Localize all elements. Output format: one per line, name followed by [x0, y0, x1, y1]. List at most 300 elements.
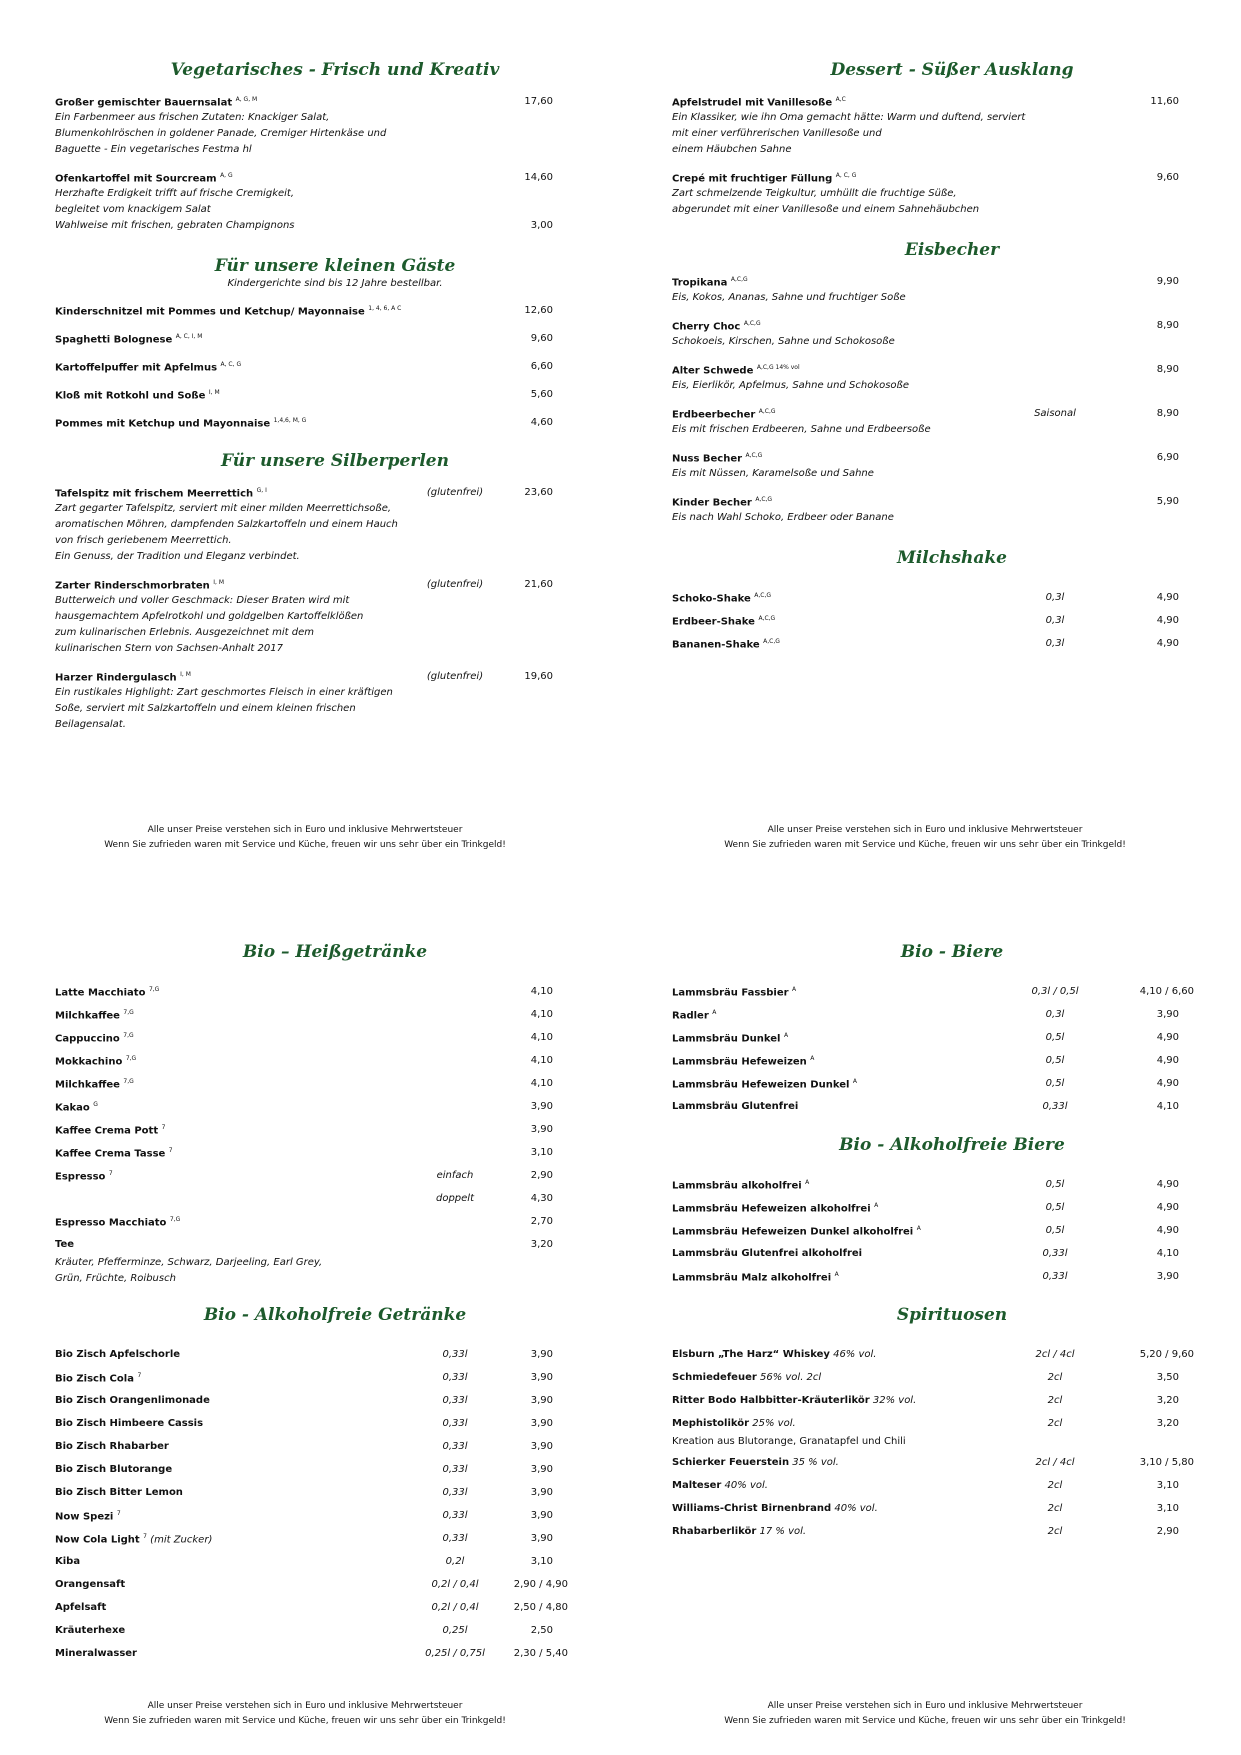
allergen-codes: A,C,G 14% vol	[756, 364, 800, 371]
spirit-list	[672, 1347, 1212, 1542]
item-price: 2,50 / 4,80	[513, 1602, 568, 1613]
menu-item-row	[672, 1177, 1212, 1195]
kinder-subtitle: Kindergerichte sind bis 12 Jahre bestellbar.	[227, 278, 443, 289]
menu-item	[55, 359, 595, 375]
allergen-codes: A,C,G	[754, 592, 772, 599]
item-note: 0,3l	[1045, 615, 1065, 626]
item-name: Bio Zisch Blutorange	[55, 1464, 173, 1475]
item-price: 4,10	[530, 1078, 553, 1089]
item-description: Kreation aus Blutorange, Granatapfel und Chili	[672, 1436, 906, 1447]
item-name: Lammsbräu Glutenfrei	[672, 1101, 799, 1112]
allergen-codes: A	[916, 1225, 921, 1232]
menu-item-row	[672, 1076, 1212, 1094]
item-note: 2cl	[1047, 1503, 1063, 1514]
menu-item	[672, 1347, 1212, 1365]
item-note: 0,33l	[442, 1372, 468, 1383]
item-name: Tropikana $^{A,C,G}$	[672, 276, 748, 289]
allergen-codes: 7,G	[125, 1055, 137, 1062]
item-name: Milchkaffee $^{7,G}$	[55, 1009, 134, 1022]
menu-item	[55, 1462, 595, 1480]
item-name: Elsburn „The Harz“ Whiskey 46% vol.	[672, 1349, 877, 1360]
item-name: Bio Zisch Himbeere Cassis	[55, 1418, 204, 1429]
item-description: Ein Farbenmeer aus frischen Zutaten: Knackiger Salat,	[55, 112, 330, 123]
item-name: Lammsbräu Hefeweizen Dunkel $^A$	[672, 1078, 858, 1091]
menu-item	[55, 1600, 595, 1618]
menu-item	[672, 1223, 1212, 1241]
item-name: Mephistolikör 25% vol.	[672, 1418, 796, 1429]
item-name: Nuss Becher $^{A,C,G}$	[672, 452, 763, 465]
menu-item-row	[672, 1524, 1212, 1542]
item-price: 5,60	[530, 389, 553, 400]
allergen-codes: A	[874, 1202, 879, 1209]
item-description: zum kulinarischen Erlebnis. Ausgezeichnet mit dem	[55, 627, 315, 638]
menu-item-row	[672, 318, 1212, 334]
item-name: Lammsbräu alkoholfrei $^A$	[672, 1179, 810, 1192]
item-price: 3,90	[530, 1510, 553, 1521]
item-note: 2cl / 4cl	[1035, 1457, 1075, 1468]
menu-item	[55, 1145, 595, 1163]
item-description: Eis, Eierlikör, Apfelmus, Sahne und Schokosoße	[672, 380, 910, 391]
menu-item-row	[55, 170, 595, 186]
menu-item-row	[672, 1393, 1212, 1411]
menu-item	[672, 1099, 1212, 1117]
item-price: 2,90 / 4,90	[513, 1579, 568, 1590]
item-description: Soße, serviert mit Salzkartoffeln und einem kleinen frischen	[55, 703, 356, 714]
allergen-codes: G	[93, 1101, 98, 1108]
item-name: Ritter Bodo Halbbitter-Kräuterlikör 32% vol.	[672, 1395, 917, 1406]
item-extra-description: Wahlweise mit frischen, gebraten Champignons	[55, 220, 295, 231]
item-note: 0,3l	[1045, 638, 1065, 649]
allergen-codes: A,C,G	[743, 320, 761, 327]
menu-item	[55, 1347, 595, 1365]
item-name: Lammsbräu Hefeweizen Dunkel alkoholfrei $^A$	[672, 1225, 921, 1238]
item-description: Herzhafte Erdigkeit trifft auf frische Cremigkeit,	[55, 188, 295, 199]
item-price: 4,90	[1156, 1055, 1179, 1066]
item-note: 0,33l	[1042, 1271, 1068, 1282]
item-extra: 40% vol.	[831, 1503, 878, 1514]
heiss-list	[55, 984, 595, 1287]
menu-item	[55, 577, 595, 657]
footer-line1: Alle unser Preise verstehen sich in Euro und inklusive Mehrwertsteuer	[767, 825, 1083, 835]
item-name: Erdbeerbecher $^{A,C,G}$	[672, 408, 776, 421]
item-price: 4,90	[1156, 1225, 1179, 1236]
allergen-codes: A,C,G	[745, 452, 763, 459]
item-description: aromatischen Möhren, dampfenden Salzkartoffeln und einem Hauch	[55, 519, 398, 530]
item-price: 3,90	[530, 1395, 553, 1406]
menu-item-row	[55, 1145, 595, 1163]
menu-item	[55, 669, 595, 733]
item-name: Lammsbräu Malz alkoholfrei $^A$	[672, 1271, 839, 1284]
allergen-codes: 7	[168, 1147, 173, 1154]
kinder-list	[55, 303, 595, 431]
item-name: Lammsbräu Glutenfrei alkoholfrei	[672, 1248, 863, 1259]
item-price: 3,50	[1156, 1372, 1179, 1383]
menu-item-row	[672, 1053, 1212, 1071]
item-name: Schierker Feuerstein 35 % vol.	[672, 1457, 839, 1468]
menu-item	[672, 94, 1212, 158]
item-note: 0,3l / 0,5l	[1031, 986, 1079, 997]
menu-item	[55, 1053, 595, 1071]
item-extra: 40% vol.	[721, 1480, 768, 1491]
item-name: Kinderschnitzel mit Pommes und Ketchup/ Mayonnaise $^{1, 4, 6, A C}$	[55, 305, 402, 318]
item-price: 3,90	[530, 1464, 553, 1475]
item-description: Baguette - Ein vegetarisches Festma hl	[55, 144, 252, 155]
menu-item-row	[672, 1030, 1212, 1048]
item-note: 2cl	[1047, 1526, 1063, 1537]
menu-item	[55, 1577, 595, 1595]
menu-item-row	[55, 669, 595, 685]
item-name: Now Cola Light $^7$ (mit Zucker)	[55, 1533, 213, 1546]
footer-line2: Wenn Sie zufrieden waren mit Service und Küche, freuen wir uns sehr über ein Trinkgeld!	[104, 840, 506, 850]
item-note: (glutenfrei)	[426, 487, 484, 498]
menu-item-row	[672, 1370, 1212, 1388]
menu-item-row	[55, 1007, 595, 1025]
allergen-codes: A,C	[835, 96, 846, 103]
item-price: 5,90	[1156, 496, 1179, 507]
item-extra-row	[55, 218, 595, 234]
menu-item-row	[55, 1416, 595, 1434]
item-price: 3,20	[1156, 1418, 1179, 1429]
item-note: 0,33l	[1042, 1101, 1068, 1112]
menu-item-row	[55, 1393, 595, 1411]
alkfrei-biere-list	[672, 1177, 1212, 1287]
allergen-codes: A,C,G	[758, 408, 776, 415]
allergen-codes: 7,G	[169, 1216, 181, 1223]
item-price: 8,90	[1156, 320, 1179, 331]
item-price: 2,50	[530, 1625, 553, 1636]
menu-item-row	[672, 406, 1212, 422]
allergen-codes: 7,G	[148, 986, 160, 993]
item-price: 5,20 / 9,60	[1139, 1349, 1194, 1360]
menu-item	[672, 1455, 1212, 1473]
item-note: 2cl / 4cl	[1035, 1349, 1075, 1360]
menu-item	[672, 274, 1212, 306]
menu-item	[672, 1478, 1212, 1496]
item-extra: 46% vol.	[829, 1349, 877, 1360]
biere-list	[672, 984, 1212, 1117]
item-price: 4,90	[1156, 1179, 1179, 1190]
menu-item	[672, 1501, 1212, 1519]
item-name: Rhabarberlikör 17 % vol.	[672, 1526, 807, 1537]
item-price: 11,60	[1150, 96, 1179, 107]
item-price: 3,90	[1156, 1009, 1179, 1020]
menu-item	[55, 1030, 595, 1048]
menu-item	[55, 1191, 595, 1209]
menu-item	[55, 94, 595, 158]
item-name: Ofenkartoffel mit Sourcream $^{A, G}$	[55, 172, 233, 185]
item-price: 3,90	[530, 1372, 553, 1383]
item-name: Kloß mit Rotkohl und Soße $^{I, M}$	[55, 389, 220, 402]
menu-item-row	[672, 450, 1212, 466]
item-note: 0,33l	[442, 1510, 468, 1521]
item-name: Bio Zisch Orangenlimonade	[55, 1395, 210, 1406]
menu-item	[672, 1177, 1212, 1195]
item-name: Lammsbräu Hefeweizen alkoholfrei $^A$	[672, 1202, 879, 1215]
page-bottom-left	[55, 942, 595, 1669]
menu-item	[55, 1076, 595, 1094]
item-price: 4,90	[1156, 1202, 1179, 1213]
menu-item	[55, 415, 595, 431]
item-price: 17,60	[524, 96, 553, 107]
item-note: 0,33l	[442, 1464, 468, 1475]
item-name: Alter Schwede $^{A,C,G 14\% vol}$	[672, 364, 800, 377]
menu-item-row	[55, 1214, 595, 1232]
menu-item	[672, 1246, 1212, 1264]
menu-item	[55, 1485, 595, 1503]
menu-item	[55, 1439, 595, 1457]
item-note: 0,33l	[442, 1418, 468, 1429]
menu-item	[672, 1007, 1212, 1025]
item-note: 0,33l	[1042, 1248, 1068, 1259]
item-description: mit einer verführerischen Vanillesoße und	[672, 128, 882, 139]
allergen-codes: A	[852, 1078, 858, 1085]
menu-item-row	[672, 1200, 1212, 1218]
menu-item	[55, 1416, 595, 1434]
item-description: Ein rustikales Highlight: Zart geschmortes Fleisch in einer kräftigen	[55, 687, 393, 698]
item-price: 2,90	[530, 1170, 553, 1181]
footer-line2: Wenn Sie zufrieden waren mit Service und Küche, freuen wir uns sehr über ein Trinkgeld!	[724, 1716, 1126, 1726]
menu-item-row	[672, 613, 1212, 631]
section-title-silber: Für unsere Silberperlen	[221, 451, 449, 471]
item-price: 23,60	[524, 487, 553, 498]
item-name: Tee	[55, 1239, 75, 1250]
item-description: Schokoeis, Kirschen, Sahne und Schokosoße	[672, 336, 895, 347]
item-price: 4,10	[530, 1055, 553, 1066]
item-price: 3,90	[1156, 1271, 1179, 1282]
item-name: Mineralwasser	[55, 1648, 137, 1659]
menu-item-row	[55, 303, 595, 319]
allergen-codes: 7	[143, 1533, 147, 1540]
item-note: 0,5l	[1045, 1179, 1065, 1190]
menu-item	[672, 590, 1212, 608]
item-note: 2cl	[1047, 1480, 1063, 1491]
item-price: 3,20	[1156, 1395, 1179, 1406]
allergen-codes: A,C,G	[755, 496, 773, 503]
item-note: (glutenfrei)	[426, 579, 484, 590]
menu-item	[55, 331, 595, 347]
menu-item-row	[55, 1600, 595, 1618]
menu-item	[672, 170, 1212, 218]
allergen-codes: A	[783, 1032, 789, 1039]
menu-item	[672, 1416, 1212, 1450]
menu-item-row	[672, 636, 1212, 654]
item-price: 3,90	[530, 1418, 553, 1429]
milch-list	[672, 590, 1212, 654]
item-description: Eis, Kokos, Ananas, Sahne und fruchtiger Soße	[672, 292, 906, 303]
item-name: Schmiedefeuer 56% vol. 2cl	[672, 1372, 822, 1383]
item-price: 4,10	[1156, 1248, 1179, 1259]
item-name: Kiba	[55, 1556, 81, 1567]
item-note: 2cl	[1047, 1418, 1063, 1429]
menu-item-row	[55, 1030, 595, 1048]
menu-item	[55, 170, 595, 234]
menu-item-row	[672, 1269, 1212, 1287]
item-name: Zarter Rinderschmorbraten $^{I, M}$	[55, 579, 225, 592]
menu-item-row	[672, 1347, 1212, 1365]
allergen-codes: A,C,G	[763, 638, 780, 645]
item-price: 3,90	[530, 1441, 553, 1452]
menu-item-row	[672, 94, 1212, 110]
allergen-codes: A	[834, 1271, 839, 1278]
menu-item	[55, 1623, 595, 1641]
item-name: Pommes mit Ketchup und Mayonnaise $^{1,4,6, M, G}$	[55, 417, 307, 430]
menu-item-row	[672, 1007, 1212, 1025]
item-price: 19,60	[524, 671, 553, 682]
item-name: Spaghetti Bolognese $^{A, C, I, M}$	[55, 333, 203, 346]
item-name: Lammsbräu Hefeweizen $^A$	[672, 1055, 815, 1068]
allergen-codes: A	[805, 1179, 810, 1186]
allergen-codes: 7	[116, 1510, 121, 1517]
item-description: kulinarischen Stern von Sachsen-Anhalt 2017	[55, 643, 283, 654]
silber-list	[55, 485, 595, 733]
item-name: Espresso $^7$	[55, 1170, 113, 1183]
allergen-codes: A,C,G	[758, 615, 776, 622]
page-bottom-right	[672, 942, 1212, 1547]
menu-item	[55, 1646, 595, 1664]
menu-item-row	[55, 415, 595, 431]
section-title-spirit: Spirituosen	[896, 1305, 1008, 1325]
item-note: 0,25l	[442, 1625, 468, 1636]
item-extra: (mit Zucker)	[147, 1534, 213, 1546]
item-name: Kräuterhexe	[55, 1625, 126, 1636]
item-note: doppelt	[435, 1193, 474, 1204]
menu-item-row	[672, 362, 1212, 378]
allergen-codes: 7,G	[123, 1009, 134, 1016]
footer-bottom-right	[655, 1699, 1195, 1729]
item-name: Espresso Macchiato $^{7,G}$	[55, 1216, 181, 1229]
item-description: Zart gegarter Tafelspitz, serviert mit einer milden Meerrettichsoße,	[55, 503, 392, 514]
menu-item	[672, 613, 1212, 631]
eis-list	[672, 274, 1212, 526]
allergen-codes: I, M	[208, 389, 220, 396]
footer-bottom-left	[35, 1699, 575, 1729]
item-name: Radler $^A$	[672, 1009, 717, 1022]
menu-item-row	[672, 1416, 1212, 1434]
menu-item	[55, 1168, 595, 1186]
item-price: 12,60	[524, 305, 553, 316]
menu-item	[672, 1370, 1212, 1388]
item-name: Williams-Christ Birnenbrand 40% vol.	[672, 1503, 878, 1514]
item-price: 8,90	[1156, 364, 1179, 375]
footer-line1: Alle unser Preise verstehen sich in Euro und inklusive Mehrwertsteuer	[147, 1701, 463, 1711]
menu-item-row	[55, 1191, 595, 1209]
item-name: Cappuccino $^{7,G}$	[55, 1032, 134, 1045]
allergen-codes: A, G	[220, 172, 233, 179]
item-name: Bio Zisch Cola $^7$	[55, 1372, 142, 1385]
menu-item-row	[672, 590, 1212, 608]
menu-item	[672, 636, 1212, 654]
item-name: Bananen-Shake $^{A,C,G}$	[672, 638, 780, 651]
item-price: 4,90	[1156, 1032, 1179, 1043]
menu-item-row	[55, 1462, 595, 1480]
allergen-codes: 7,G	[123, 1032, 134, 1039]
section-title-milch: Milchshake	[897, 548, 1007, 568]
item-price: 3,10	[1156, 1480, 1179, 1491]
item-price: 3,90	[530, 1124, 553, 1135]
menu-item-row	[672, 984, 1212, 1002]
item-price: 14,60	[524, 172, 553, 183]
vegetarisch-list	[55, 94, 595, 234]
item-extra-price: 3,00	[530, 220, 553, 231]
item-name: Lammsbräu Fassbier $^A$	[672, 986, 797, 999]
menu-item-row	[55, 1053, 595, 1071]
item-description: Butterweich und voller Geschmack: Dieser Braten wird mit	[55, 595, 350, 606]
item-description: einem Häubchen Sahne	[672, 144, 792, 155]
item-note: 0,33l	[442, 1395, 468, 1406]
menu-item-row	[55, 1577, 595, 1595]
item-price: 2,90	[1156, 1526, 1179, 1537]
item-description: Eis mit Nüssen, Karamelsoße und Sahne	[672, 468, 874, 479]
item-note: 0,2l	[445, 1556, 465, 1567]
item-price: 3,90	[530, 1487, 553, 1498]
item-price: 6,90	[1156, 452, 1179, 463]
page-top-right	[672, 60, 1212, 659]
menu-item-row	[55, 1531, 595, 1549]
item-description: Kräuter, Pfefferminze, Schwarz, Darjeeling, Earl Grey,	[55, 1257, 323, 1268]
item-price: 3,10	[530, 1556, 553, 1567]
allergen-codes: G, I	[256, 487, 267, 494]
menu-item	[672, 984, 1212, 1002]
allergen-codes: 7	[108, 1170, 113, 1177]
item-description: Eis mit frischen Erdbeeren, Sahne und Erdbeersoße	[672, 424, 931, 435]
item-note: 0,5l	[1045, 1055, 1065, 1066]
footer-line1: Alle unser Preise verstehen sich in Euro und inklusive Mehrwertsteuer	[767, 1701, 1083, 1711]
item-price: 3,90	[530, 1533, 553, 1544]
menu-item	[672, 1524, 1212, 1542]
menu-item-row	[672, 1478, 1212, 1496]
item-price: 4,10	[530, 986, 553, 997]
section-title-kinder: Für unsere kleinen Gäste	[214, 256, 456, 276]
menu-item	[672, 1030, 1212, 1048]
menu-item	[672, 1076, 1212, 1094]
menu-item-row	[55, 359, 595, 375]
item-description: Blumenkohlröschen in goldener Panade, Cremiger Hirtenkäse und	[55, 128, 387, 139]
menu-item-row	[55, 1623, 595, 1641]
item-note: (glutenfrei)	[426, 671, 484, 682]
menu-item-row	[55, 1646, 595, 1664]
menu-item-row	[672, 1246, 1212, 1264]
section-title-eis: Eisbecher	[904, 240, 1000, 260]
item-name: Now Spezi $^7$	[55, 1510, 121, 1523]
item-price: 6,60	[530, 361, 553, 372]
dessert-list	[672, 94, 1212, 218]
item-price: 3,10	[1156, 1503, 1179, 1514]
item-note: einfach	[436, 1170, 474, 1181]
item-price: 4,10 / 6,60	[1139, 986, 1194, 997]
item-name: Bio Zisch Rhabarber	[55, 1441, 169, 1452]
item-name: Schoko-Shake $^{A,C,G}$	[672, 592, 772, 605]
menu-item-row	[55, 1237, 595, 1255]
allergen-codes: A, C, G	[220, 361, 242, 368]
item-price: 3,10 / 5,80	[1139, 1457, 1194, 1468]
item-name: Crepé mit fruchtiger Füllung $^{A, C, G}$	[672, 172, 857, 185]
menu-item	[672, 1269, 1212, 1287]
item-description: Ein Klassiker, wie ihn Oma gemacht hätte: Warm und duftend, serviert	[672, 112, 1026, 123]
menu-item	[672, 450, 1212, 482]
item-price: 4,60	[530, 417, 553, 428]
allergen-codes: 1,4,6, M, G	[273, 417, 307, 424]
menu-item	[672, 362, 1212, 394]
menu-item	[672, 406, 1212, 438]
menu-item-row	[55, 331, 595, 347]
menu-item-row	[55, 1370, 595, 1388]
item-note: 2cl	[1047, 1372, 1063, 1383]
menu-item	[55, 1237, 595, 1287]
menu-item-row	[55, 485, 595, 501]
item-name: Großer gemischter Bauernsalat $^{A, G, M}$	[55, 96, 258, 109]
item-note: 0,3l	[1045, 1009, 1065, 1020]
item-name: Milchkaffee $^{7,G}$	[55, 1078, 134, 1091]
